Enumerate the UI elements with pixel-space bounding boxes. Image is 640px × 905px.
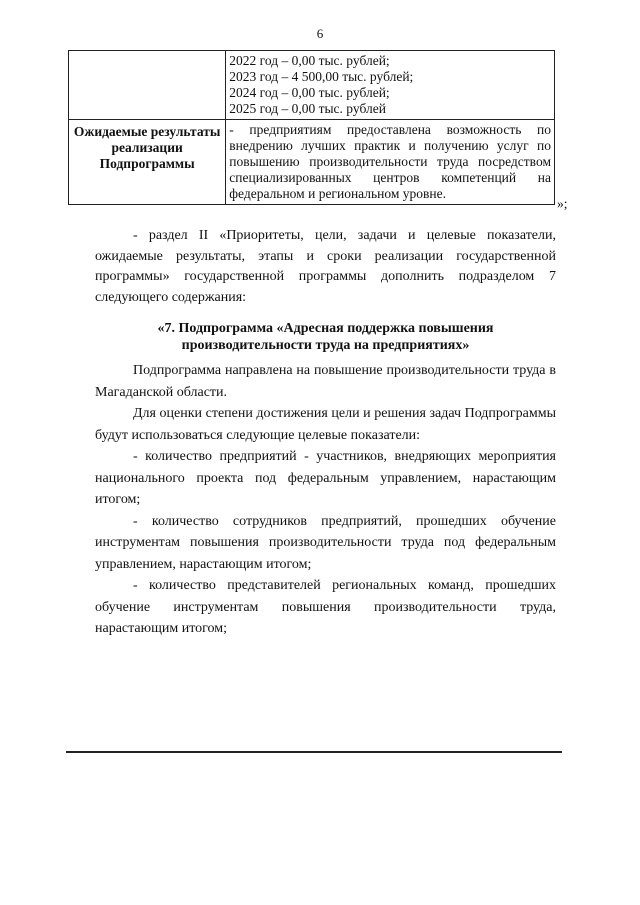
financing-line-2025: 2025 год – 0,00 тыс. рублей [229, 101, 386, 116]
results-label: Ожидаемые результаты реализации Подпрограммы [69, 120, 226, 205]
footer-divider [66, 751, 562, 753]
page-number: 6 [316, 26, 324, 41]
financing-values-cell [226, 51, 555, 120]
section-heading-block [95, 320, 556, 354]
passport-table [68, 50, 555, 205]
financing-line-2023: 2023 год – 4 500,00 тыс. рублей; [229, 69, 414, 84]
intro-paragraph: - раздел II «Приоритеты, цели, задачи и целевые показатели, ожидаемые результаты, этапы и сроки реализации государственной программы» государственной программы дополнить подразделом 7 следующего содержания: [95, 228, 556, 305]
section-title: «7. Подпрограмма «Адресная поддержка повышения производительности труда на предприятиях» [157, 321, 494, 353]
financing-row [69, 51, 555, 120]
section-body [95, 360, 556, 640]
paragraph-indicators-intro: Для оценки степени достижения цели и решения задач Подпрограммы будут использоваться следующие целевые показатели: [95, 406, 556, 443]
results-row [69, 120, 555, 205]
financing-line-2024: 2024 год – 0,00 тыс. рублей; [229, 85, 390, 100]
document-body [95, 226, 556, 308]
financing-label-cell [69, 51, 226, 120]
indicator-item: - количество представителей региональных команд, прошедших обучение инструментам повышения производительности труда, нарастающим итогом; [95, 578, 556, 636]
indicator-item: - количество предприятий - участников, внедряющих мероприятия национального проекта под федеральным управлением, нарастающим итогом; [95, 449, 556, 507]
paragraph-purpose: Подпрограмма направлена на повышение производительности труда в Магаданской области. [95, 363, 556, 400]
quote-close: »; [557, 196, 568, 211]
indicator-item: - количество сотрудников предприятий, прошедших обучение инструментам повышения производительности труда под федеральным управлением, нарастающим итогом; [95, 513, 556, 572]
results-text: - предприятиям предоставлена возможность по внедрению лучших практик и получению услуг по повышению производительности труда посредством специализированных центров компетенций на федеральном и региональном уровне. [226, 120, 555, 205]
financing-line-2022: 2022 год – 0,00 тыс. рублей; [229, 53, 390, 68]
